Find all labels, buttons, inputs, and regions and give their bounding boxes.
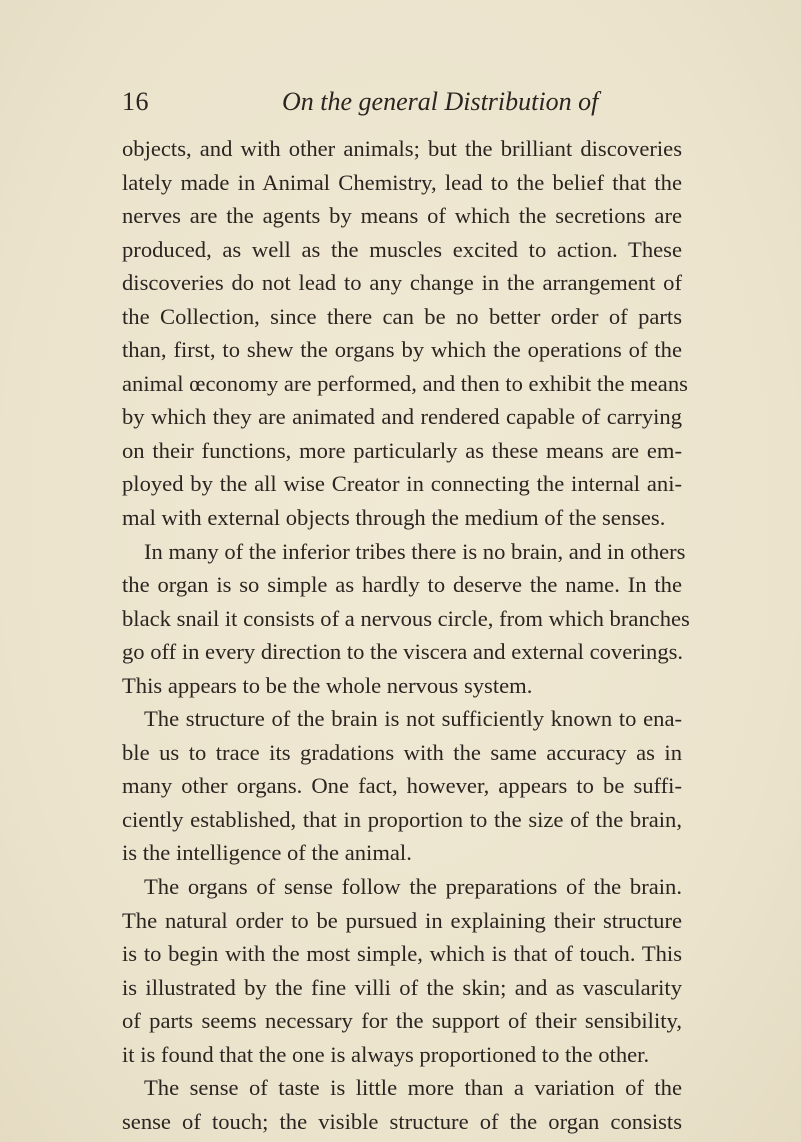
text-line: it is found that the one is always proportioned to the other. <box>122 1041 650 1067</box>
running-head <box>122 84 682 120</box>
text-line: lately made in Animal Chemistry, lead to the belief that the <box>122 169 682 195</box>
text-line: ployed by the all wise Creator in connecting the internal ani- <box>122 471 682 497</box>
running-title: On the general Distribution of <box>282 87 599 116</box>
text-line: nerves are the agents by means of which the secretions are <box>122 203 682 229</box>
page-number: 16 <box>122 87 149 116</box>
text-line: black snail it consists of a nervous circle, from which branches <box>122 605 690 631</box>
text-line: The structure of the brain is not sufficiently known to ena- <box>144 706 682 732</box>
text-line: go off in every direction to the viscera and external coverings. <box>122 639 684 665</box>
text-line: The organs of sense follow the preparations of the brain. <box>144 874 682 900</box>
text-line: objects, and with other animals; but the brilliant discoveries <box>122 136 682 161</box>
text-line: In many of the inferior tribes there is no brain, and in others <box>144 538 686 564</box>
body-text <box>122 132 690 1138</box>
text-line: of parts seems necessary for the support of their sensibility, <box>122 1008 682 1034</box>
text-line: than, first, to shew the organs by which the operations of the <box>122 337 682 363</box>
text-line: The sense of taste is little more than a variation of the <box>144 1075 682 1101</box>
text-line: by which they are animated and rendered capable of carrying <box>122 404 682 430</box>
text-line: many other organs. One fact, however, appears to be suffi- <box>122 773 682 799</box>
text-line: animal œconomy are performed, and then to exhibit the means <box>122 370 688 396</box>
text-line: ble us to trace its gradations with the same accuracy as in <box>122 739 682 765</box>
text-line: produced, as well as the muscles excited to action. These <box>122 236 682 262</box>
text-line: ciently established, that in proportion to the size of the brain, <box>122 806 682 832</box>
text-line: is illustrated by the fine villi of the skin; and as vascularity <box>122 974 682 1000</box>
text-line: on their functions, more particularly as these means are em- <box>122 437 682 463</box>
text-line: the organ is so simple as hardly to deserve the name. In the <box>122 572 682 598</box>
text-line: is to begin with the most simple, which is that of touch. This <box>122 941 682 967</box>
text-line: is the intelligence of the animal. <box>122 840 412 866</box>
text-line: mal with external objects through the medium of the senses. <box>122 505 666 531</box>
text-line: This appears to be the whole nervous system. <box>122 672 533 698</box>
text-line: the Collection, since there can be no better order of parts <box>122 303 682 329</box>
text-line: sense of touch; the visible structure of the organ consists <box>122 1108 682 1134</box>
text-line: discoveries do not lead to any change in the arrangement of <box>122 270 682 296</box>
text-line: The natural order to be pursued in explaining their structure <box>122 907 682 933</box>
